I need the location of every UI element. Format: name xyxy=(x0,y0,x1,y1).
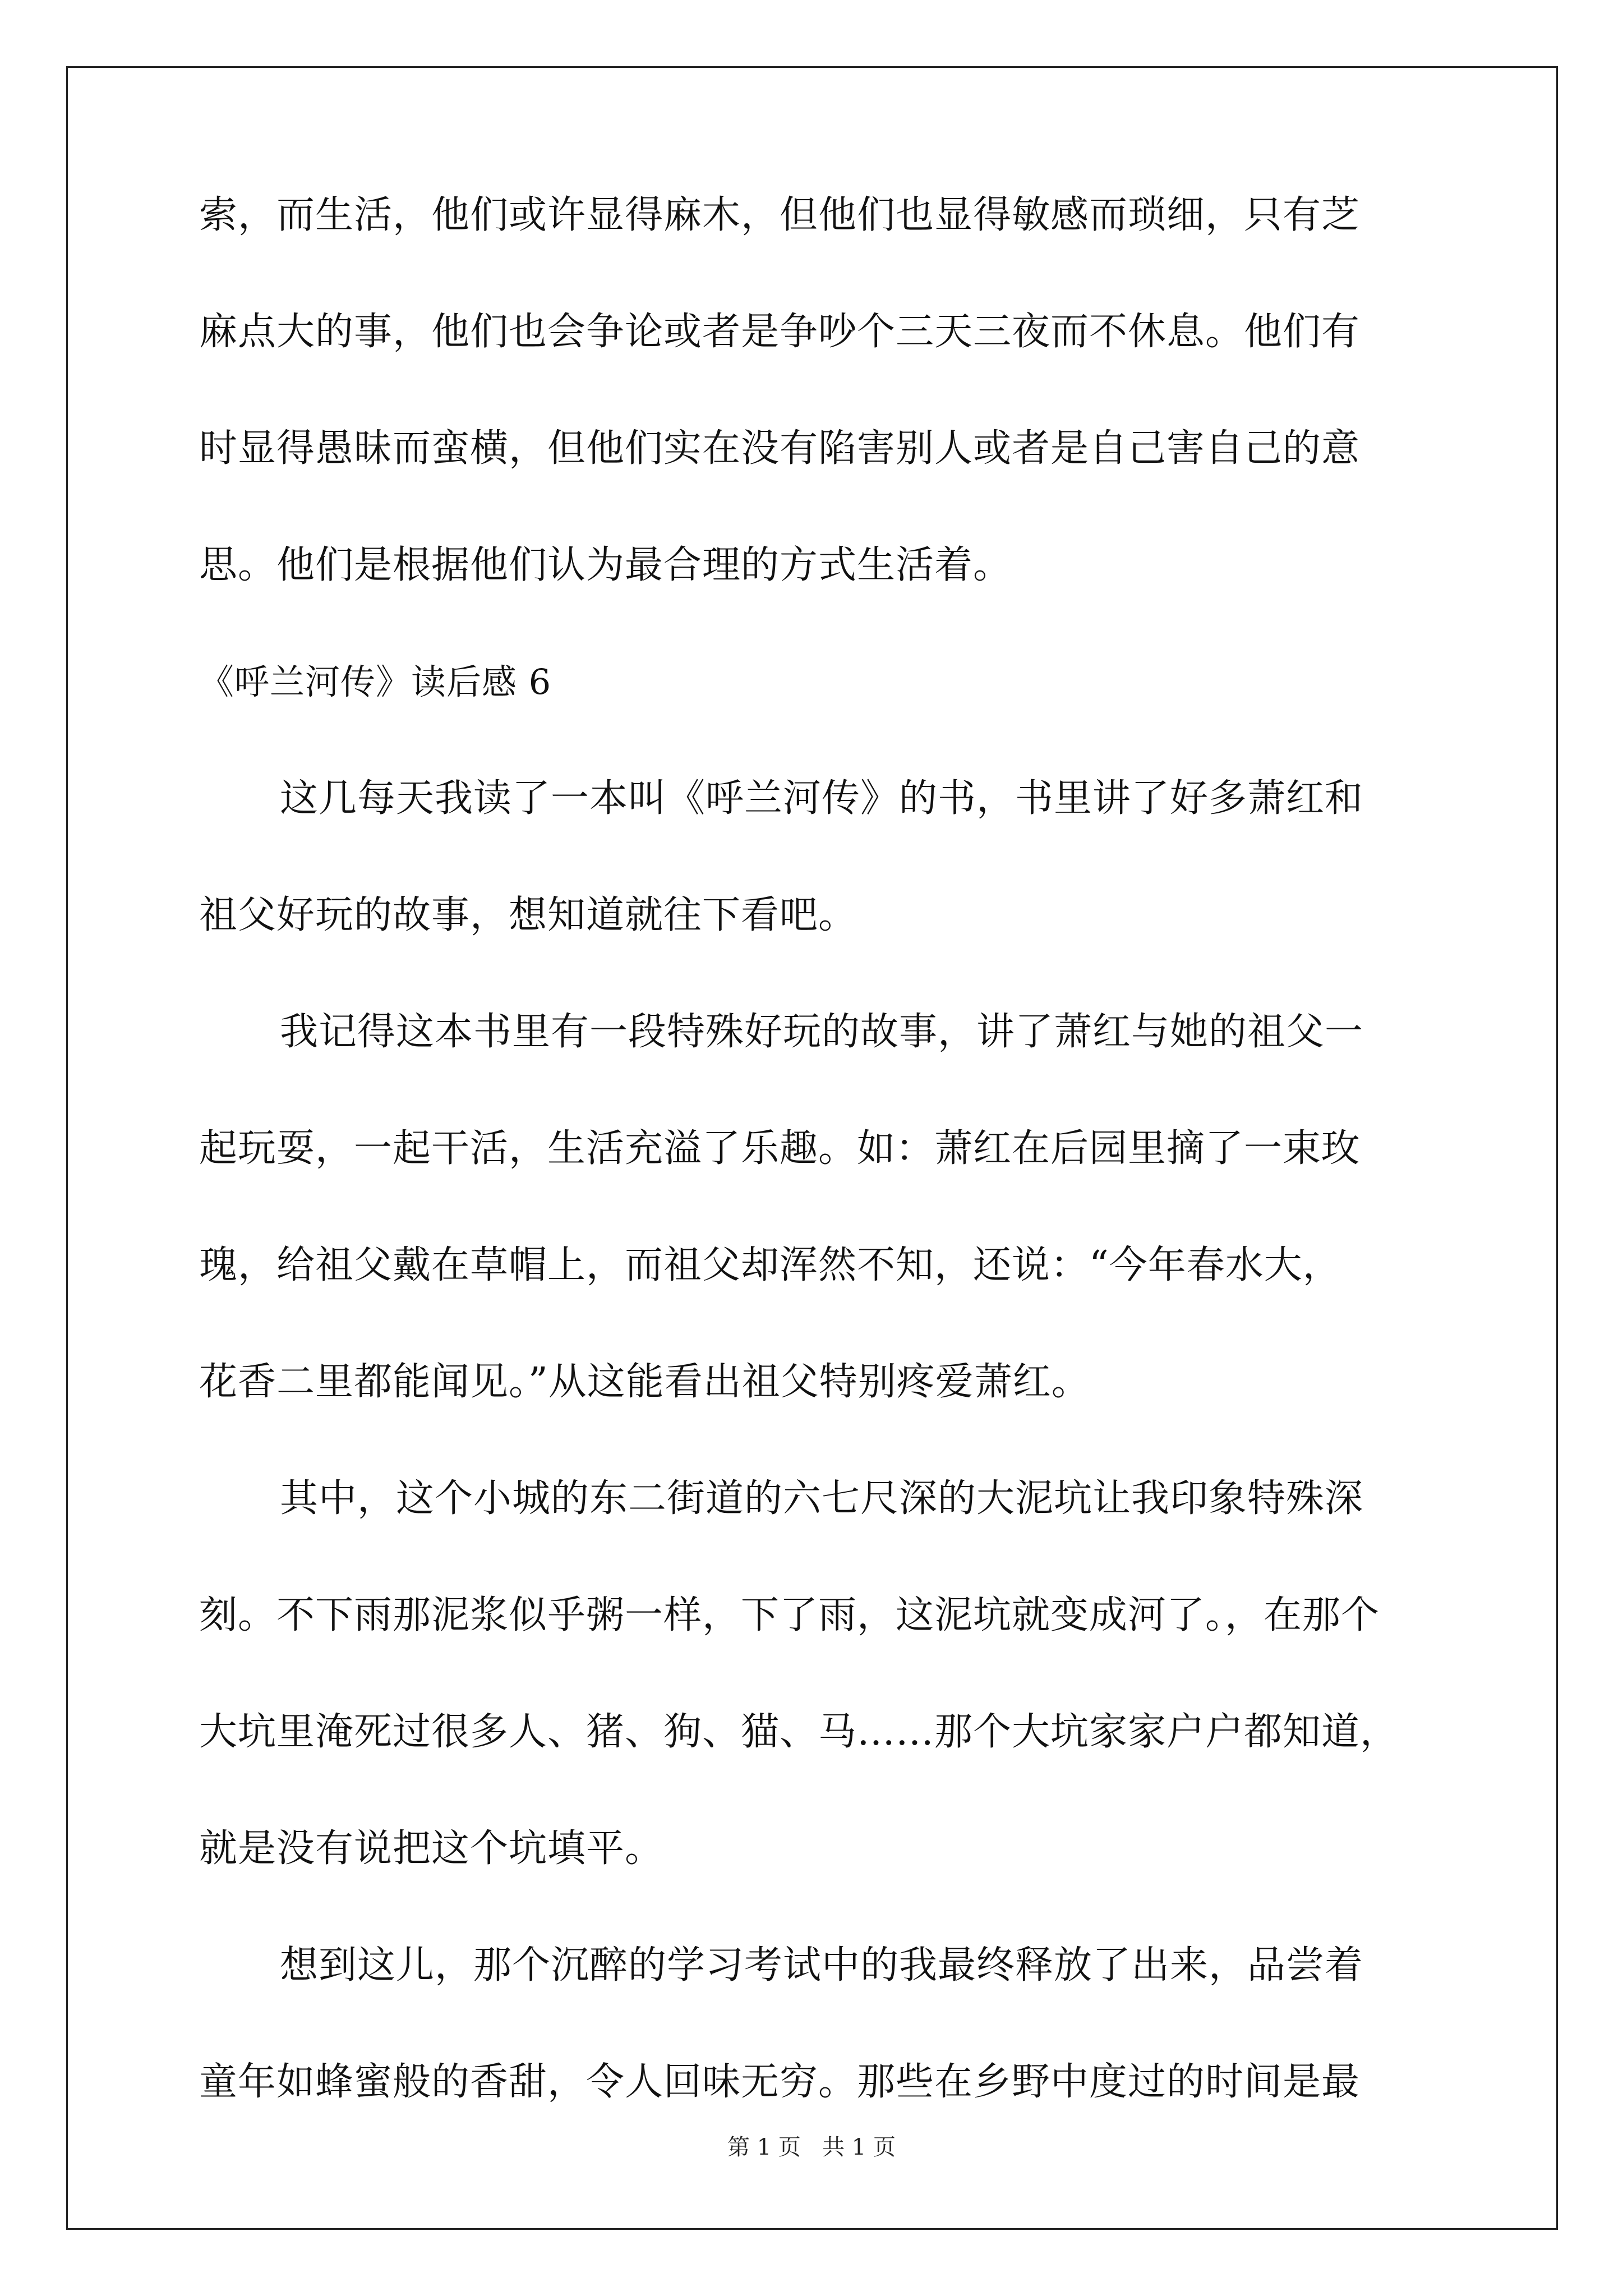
section-heading: 《呼兰河传》读后感 6 xyxy=(199,661,552,702)
page-footer: 第 1 页 共 1 页 xyxy=(727,2134,896,2160)
paragraph-line: 刻。不下雨那泥浆似乎粥一样，下了雨，这泥坑就变成河了。，在那个 xyxy=(199,1593,1380,1637)
paragraph-line: 其中，这个小城的东二街道的六七尺深的大泥坑让我印象特殊深 xyxy=(280,1476,1364,1521)
paragraph-line: 大坑里淹死过很多人、猪、狗、猫、马……那个大坑家家户户都知道， xyxy=(199,1710,1399,1754)
paragraph-line: 思。他们是根据他们认为最合理的方式生活着。 xyxy=(199,543,1012,587)
paragraph-line: 索，而生活，他们或许显得麻木，但他们也显得敏感而琐细，只有芝 xyxy=(199,193,1361,237)
paragraph-line: 这几每天我读了一本叫《呼兰河传》的书，书里讲了好多萧红和 xyxy=(280,776,1364,821)
paragraph-line: 想到这儿，那个沉醉的学习考试中的我最终释放了出来，品尝着 xyxy=(280,1943,1364,1987)
paragraph-line: 时显得愚昧而蛮横，但他们实在没有陷害别人或者是自己害自己的意 xyxy=(199,426,1361,471)
paragraph-line: 麻点大的事，他们也会争论或者是争吵个三天三夜而不休息。他们有 xyxy=(199,310,1361,354)
paragraph-line: 童年如蜂蜜般的香甜，令人回味无穷。那些在乡野中度过的时间是最 xyxy=(199,2060,1361,2104)
paragraph-line: 我记得这本书里有一段特殊好玩的故事，讲了萧红与她的祖父一 xyxy=(280,1010,1364,1054)
paragraph-line: 瑰，给祖父戴在草帽上，而祖父却浑然不知，还说：“今年春水大， xyxy=(199,1243,1341,1287)
paragraph-line: 起玩耍，一起干活，生活充溢了乐趣。如：萧红在后园里摘了一束玫 xyxy=(199,1126,1361,1171)
paragraph-line: 就是没有说把这个坑填平。 xyxy=(199,1826,664,1871)
document-body xyxy=(199,193,1431,2180)
paragraph-line: 祖父好玩的故事，想知道就往下看吧。 xyxy=(199,893,857,937)
paragraph-line: 花香二里都能闻见。”从这能看出祖父特别疼爱萧红。 xyxy=(199,1360,1090,1404)
